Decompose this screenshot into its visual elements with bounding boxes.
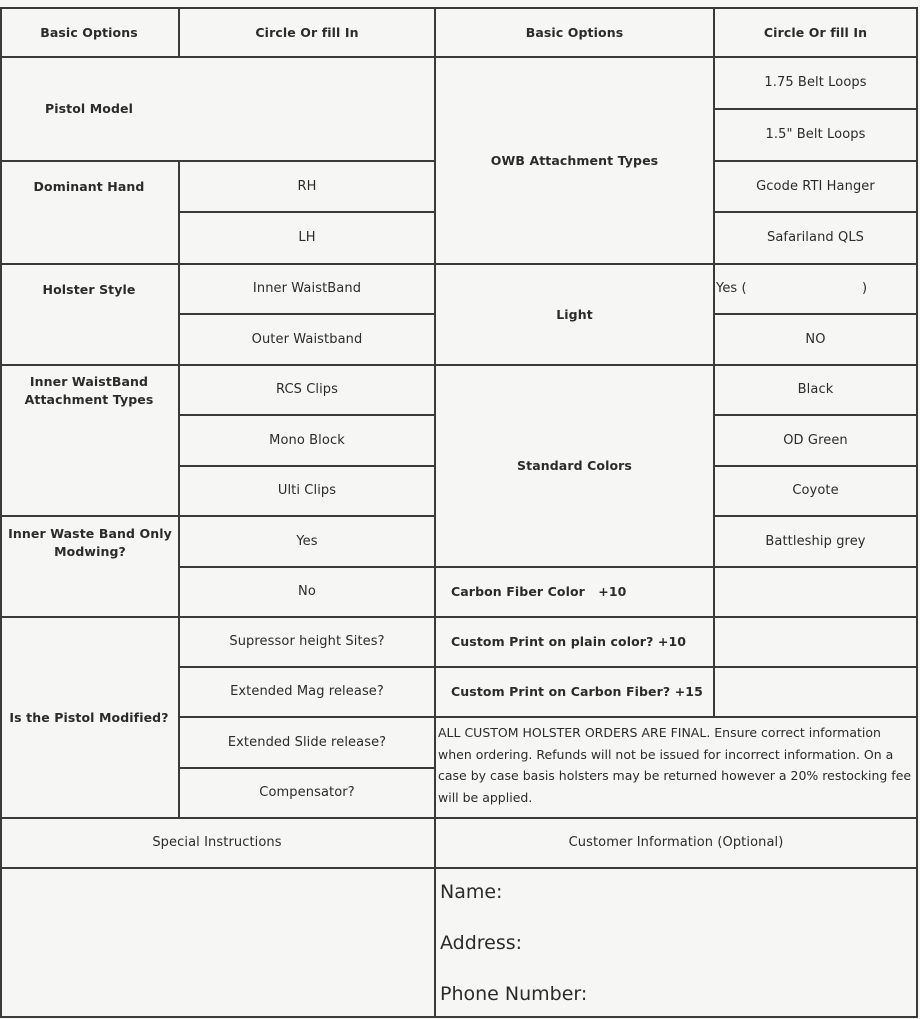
owb-attachment-types-label: OWB Attachment Types	[490, 152, 659, 168]
option-black[interactable]: Black	[797, 382, 834, 397]
option-coyote[interactable]: Coyote	[792, 483, 839, 498]
light-yes-close-paren: )	[862, 281, 868, 296]
grid-line	[916, 7, 918, 1018]
option-ulti-clips[interactable]: Ulti Clips	[277, 483, 337, 498]
option-mono-block[interactable]: Mono Block	[269, 432, 345, 448]
holster-style-label: Holster Style	[42, 281, 136, 297]
customer-info-label: Customer Information (Optional)	[568, 835, 784, 850]
option-light-no[interactable]: NO	[805, 331, 826, 347]
standard-colors-label: Standard Colors	[517, 458, 632, 473]
pistol-model-field[interactable]	[180, 58, 434, 160]
final-orders-note: ALL CUSTOM HOLSTER ORDERS ARE FINAL. Ensure correct information when ordering. Refunds will not be issued for incorrect information. On a case by case basis holsters may be returned however a 20% restocking fee will be applied.	[438, 725, 912, 805]
option-battleship-grey[interactable]: Battleship grey	[765, 533, 866, 549]
option-inner-waistband[interactable]: Inner WaistBand	[252, 281, 362, 296]
option-belt-loops-15[interactable]: 1.5" Belt Loops	[765, 127, 866, 142]
custom-print-cf-field[interactable]	[715, 668, 916, 716]
custom-print-cf-label: Custom Print on Carbon Fiber? +15	[451, 684, 703, 699]
pistol-model-label: Pistol Model	[44, 101, 134, 116]
option-compensator[interactable]: Compensator?	[259, 785, 355, 800]
header-circle-left: Circle Or fill In	[255, 24, 359, 40]
option-od-green[interactable]: OD Green	[783, 432, 848, 448]
address-label: Address:	[440, 932, 523, 954]
option-outer-waistband[interactable]: Outer Waistband	[251, 331, 363, 347]
name-label: Name:	[440, 881, 503, 903]
option-rh[interactable]: RH	[297, 178, 317, 194]
carbon-fiber-color-label: Carbon Fiber Color +10	[451, 584, 627, 599]
light-label: Light	[556, 306, 593, 322]
grid-line	[0, 1016, 918, 1018]
header-basic-options-left: Basic Options	[40, 24, 138, 40]
option-extended-mag[interactable]: Extended Mag release?	[230, 684, 384, 699]
dominant-hand-label: Dominant Hand	[33, 178, 145, 194]
iwb-attachment-types-label: Inner WaistBand Attachment Types	[24, 374, 154, 407]
option-modwing-no[interactable]: No	[298, 584, 316, 599]
pistol-modified-label: Is the Pistol Modified?	[9, 709, 169, 725]
carbon-fiber-color-field[interactable]	[715, 568, 916, 616]
option-light-yes[interactable]: Yes (	[716, 281, 747, 296]
option-supressor-sites[interactable]: Supressor height Sites?	[229, 634, 385, 649]
option-modwing-yes[interactable]: Yes	[296, 533, 318, 549]
option-lh[interactable]: LH	[298, 230, 316, 245]
special-instructions-label: Special Instructions	[152, 835, 282, 850]
special-instructions-field[interactable]	[2, 869, 434, 1016]
option-gcode-rti[interactable]: Gcode RTI Hanger	[756, 178, 875, 194]
header-basic-options-right: Basic Options	[525, 24, 624, 40]
option-belt-loops-175[interactable]: 1.75 Belt Loops	[764, 75, 867, 90]
header-circle-right: Circle Or fill In	[763, 24, 868, 40]
phone-number-label: Phone Number:	[440, 983, 588, 1005]
option-rcs-clips[interactable]: RCS Clips	[275, 382, 339, 397]
option-extended-slide[interactable]: Extended Slide release?	[227, 734, 387, 750]
option-safariland-qls[interactable]: Safariland QLS	[766, 230, 865, 245]
modwing-label: Inner Waste Band Only Modwing?	[8, 526, 172, 559]
custom-print-plain-field[interactable]	[715, 618, 916, 666]
custom-print-plain-label: Custom Print on plain color? +10	[451, 634, 687, 649]
